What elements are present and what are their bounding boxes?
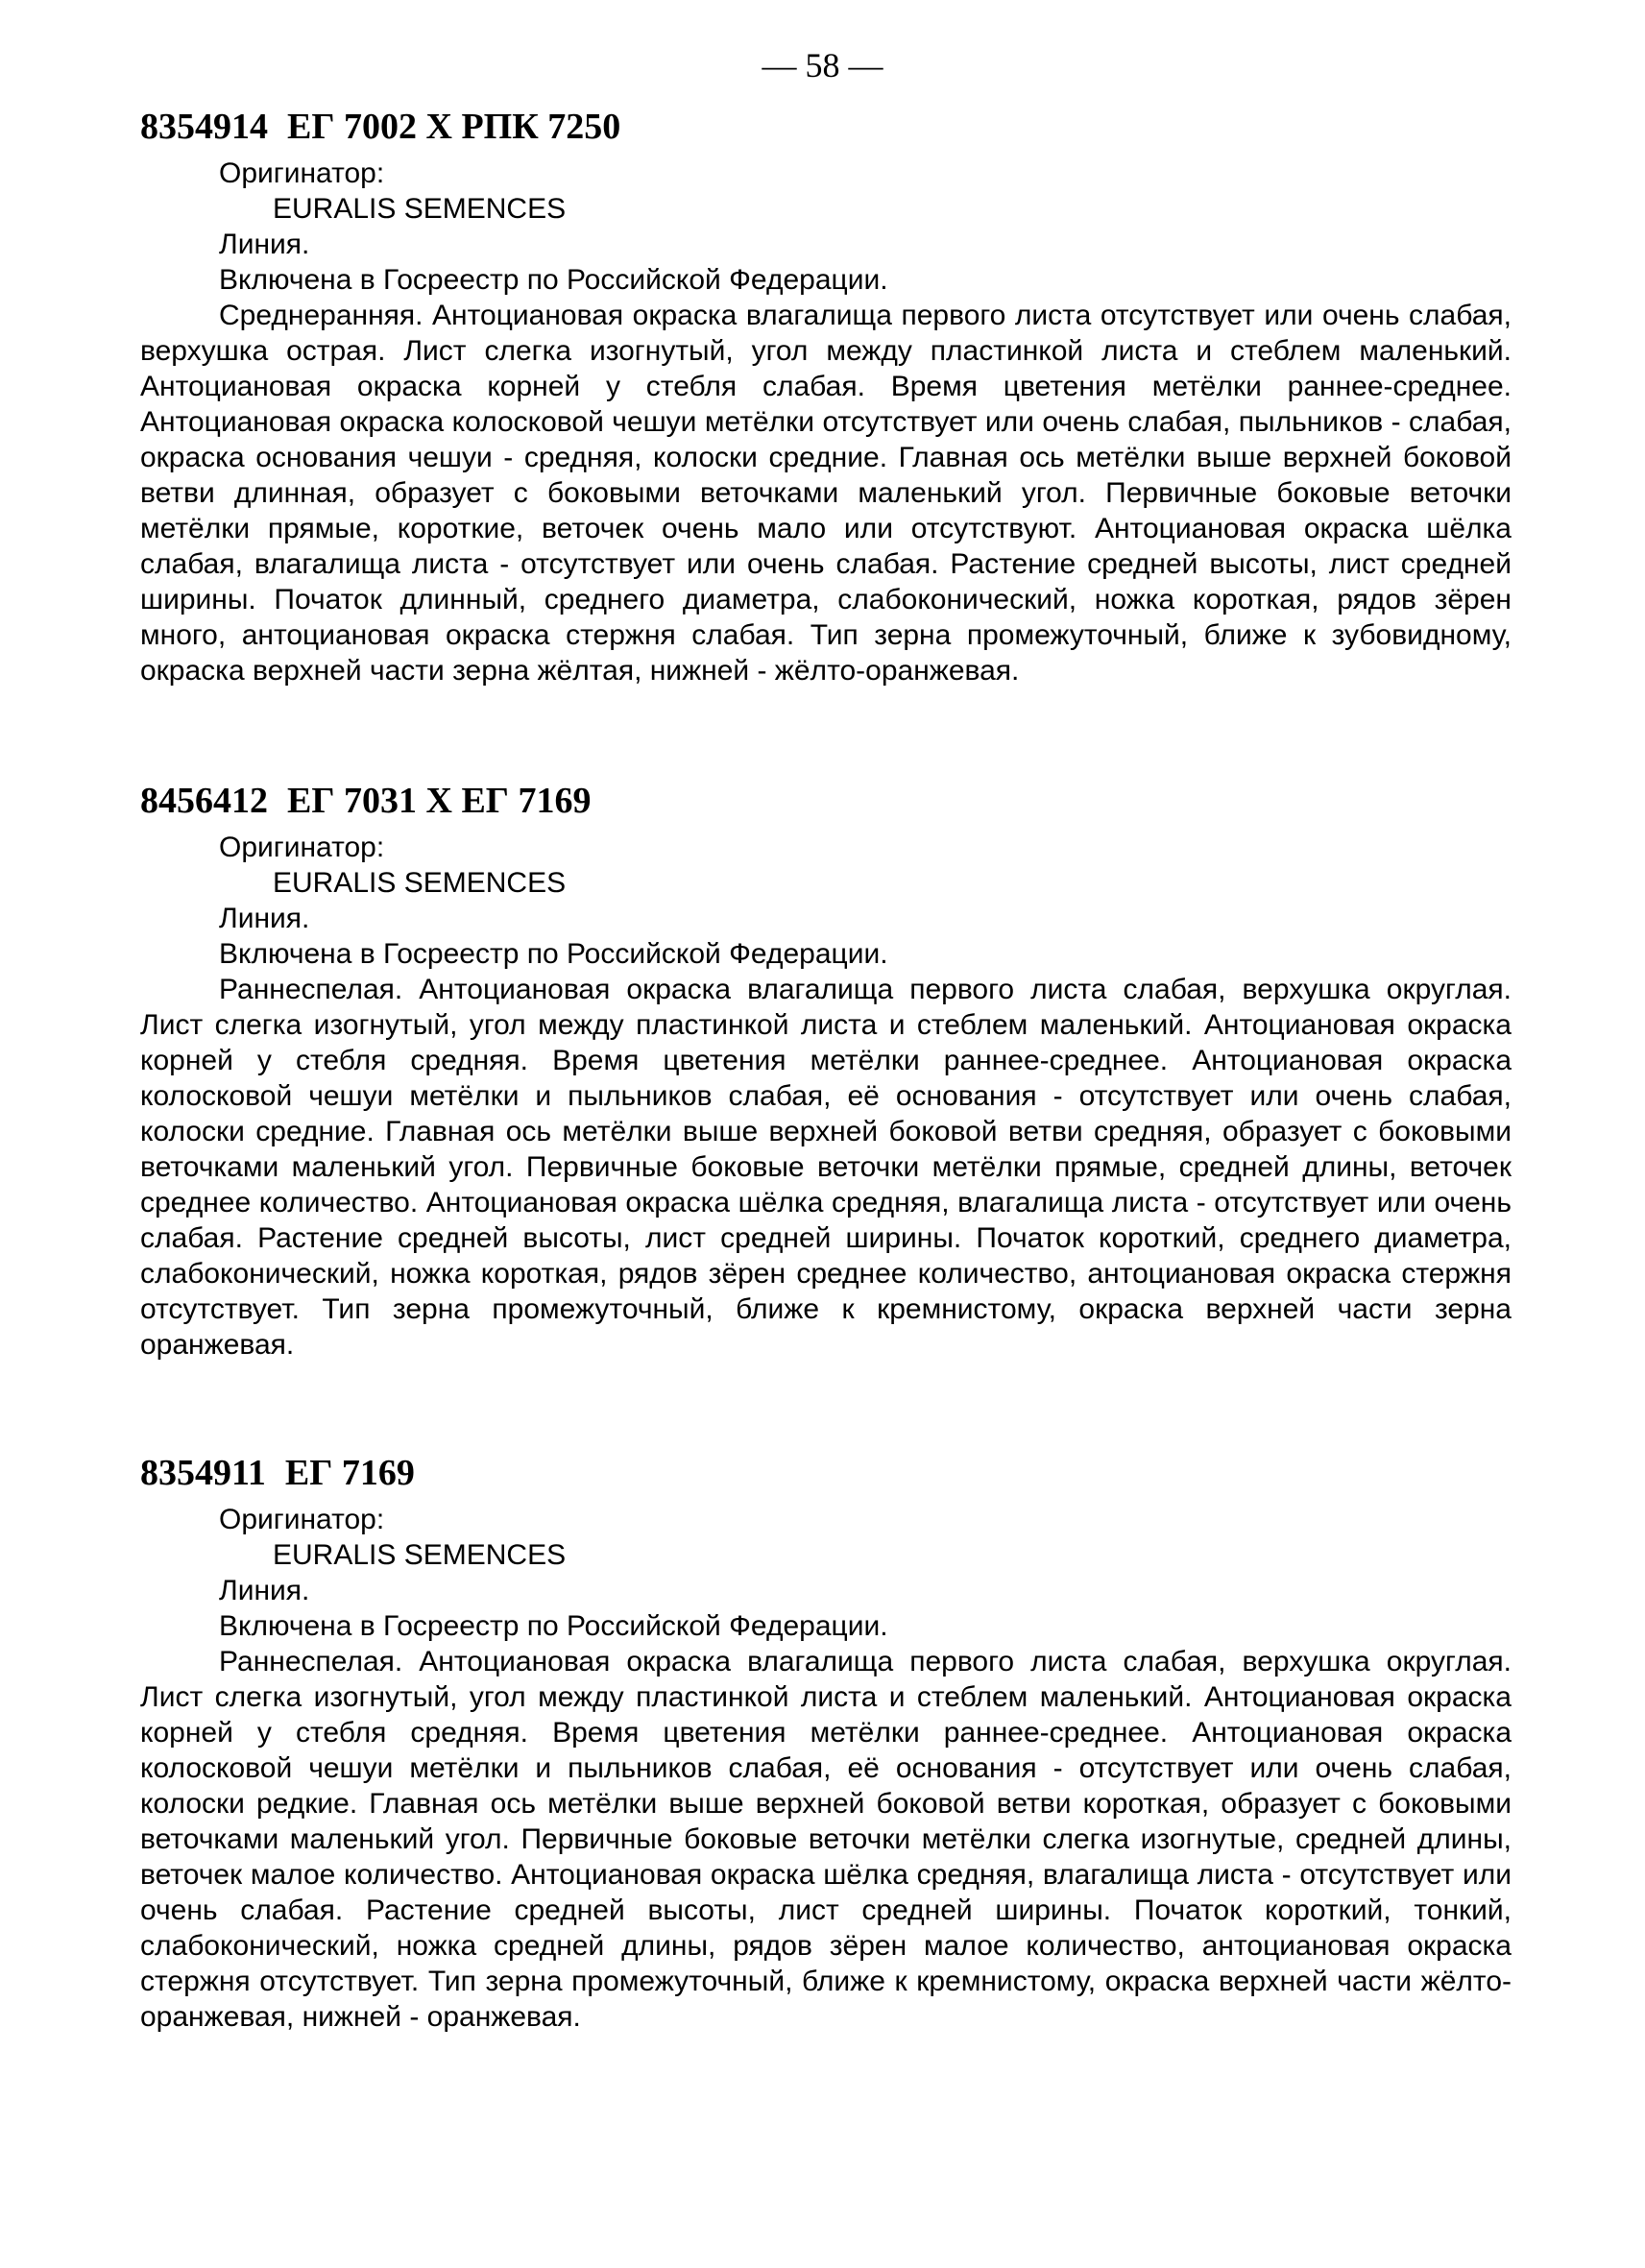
variety-description: Раннеспелая. Антоциановая окраска влагалища первого листа слабая, верхушка округлая. Лист слегка изогнутый, угол между пластинкой листа и стеблем маленький. Антоциановая окраска корней у стебля средняя. Время цветения метёлки раннее-среднее. Антоциановая окраска колосковой чешуи метёлки и пыльников слабая, её основания - отсутствует или очень слабая, колоски средние. Главная ось метёлки выше верхней боковой ветви средняя, образует с боковыми веточками маленький угол. Первичные боковые веточки метёлки прямые, средней длины, веточек среднее количество. Антоциановая окраска шёлка средняя, влагалища листа - отсутствует или очень слабая. Растение средней высоты, лист средней ширины. Початок короткий, среднего диаметра, слабоконический, ножка короткая, рядов зёрен среднее количество, антоциановая окраска стержня отсутствует. Тип зерна промежуточный, ближе к кремнистому, окраска верхней части зерна оранжевая. — [140, 974, 1512, 1361]
registration-number: 8354911 — [140, 1453, 266, 1493]
variety-type: Линия. — [219, 229, 310, 260]
entry-8456412 — [140, 778, 1512, 1363]
registry-status: Включена в Госреестр по Российской Федерации. — [219, 264, 888, 296]
hybrid-name: ЕГ 7031 Х ЕГ 7169 — [287, 781, 592, 821]
variety-type: Линия. — [219, 903, 310, 934]
variety-type: Линия. — [219, 1575, 310, 1606]
originator-name: EURALIS SEMENCES — [273, 193, 567, 225]
originator-name: EURALIS SEMENCES — [273, 867, 567, 899]
originator-label: Оригинатор: — [219, 1504, 385, 1535]
entry-8354914 — [140, 104, 1512, 688]
variety-description: Среднеранняя. Антоциановая окраска влагалища первого листа отсутствует или очень слабая, верхушка острая. Лист слегка изогнутый, угол между пластинкой листа и стеблем маленький. Антоциановая окраска корней у стебля слабая. Время цветения метёлки раннее-среднее. Антоциановая окраска колосковой чешуи метёлки отсутствует или очень слабая, пыльников - слабая, окраска основания чешуи - средняя, колоски средние. Главная ось метёлки выше верхней боковой ветви длинная, образует с боковыми веточками маленький угол. Первичные боковые веточки метёлки прямые, короткие, веточек очень мало или отсутствуют. Антоциановая окраска шёлка слабая, влагалища листа - отсутствует или очень слабая. Растение средней высоты, лист средней ширины. Початок длинный, среднего диаметра, слабоконический, ножка короткая, рядов зёрен много, антоциановая окраска стержня слабая. Тип зерна промежуточный, ближе к зубовидному, окраска верхней части зерна жёлтая, нижней - жёлто-оранжевая. — [140, 300, 1512, 687]
originator-label: Оригинатор: — [219, 157, 385, 189]
entry-title — [140, 778, 1512, 824]
registration-number: 8354914 — [140, 107, 268, 147]
registration-number: 8456412 — [140, 781, 268, 821]
variety-description: Раннеспелая. Антоциановая окраска влагалища первого листа слабая, верхушка округлая. Лист слегка изогнутый, угол между пластинкой листа и стеблем маленький. Антоциановая окраска корней у стебля средняя. Время цветения метёлки раннее-среднее. Антоциановая окраска колосковой чешуи метёлки и пыльников слабая, её основания - отсутствует или очень слабая, колоски редкие. Главная ось метёлки выше верхней боковой ветви короткая, образует с боковыми веточками маленький угол. Первичные боковые веточки метёлки слегка изогнутые, средней длины, веточек малое количество. Антоциановая окраска шёлка средняя, влагалища листа - отсутствует или очень слабая. Растение средней высоты, лист средней ширины. Початок короткий, тонкий, слабоконический, ножка средней длины, рядов зёрен малое количество, антоциановая окраска стержня отсутствует. Тип зерна промежуточный, ближе к кремнистому, окраска верхней части жёлто-оранжевая, нижней - оранжевая. — [140, 1646, 1512, 2033]
entry-title — [140, 1450, 1512, 1496]
originator-name: EURALIS SEMENCES — [273, 1539, 567, 1571]
hybrid-name: ЕГ 7002 Х РПК 7250 — [287, 107, 621, 147]
page-number: — 58 — — [762, 46, 883, 84]
entry-8354911 — [140, 1450, 1512, 2035]
registry-status: Включена в Госреестр по Российской Федерации. — [219, 1610, 888, 1642]
registry-status: Включена в Госреестр по Российской Федерации. — [219, 938, 888, 970]
originator-label: Оригинатор: — [219, 832, 385, 863]
entry-title — [140, 104, 1512, 150]
hybrid-name: ЕГ 7169 — [284, 1453, 415, 1493]
